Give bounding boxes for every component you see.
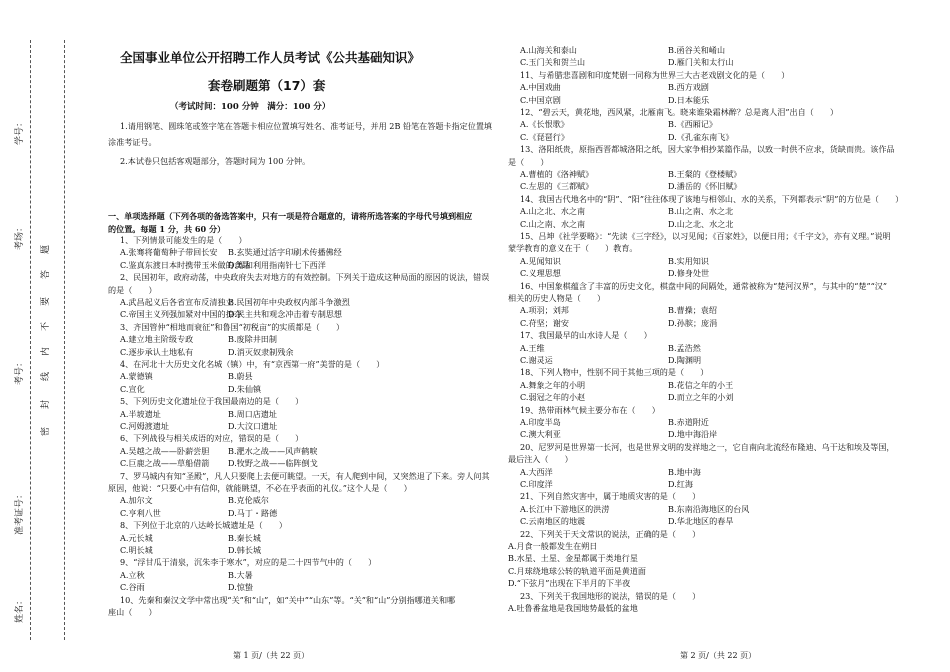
page-title: 全国事业单位公开招聘工作人员考试《公共基础知识》 — [120, 50, 421, 65]
option-right: D.潘岳的《怀旧赋》 — [668, 181, 742, 192]
option-right: D.日本能乐 — [668, 94, 710, 105]
student-id-label: 学号： — [15, 117, 25, 145]
question-line: 最后注入（ ） — [508, 454, 573, 465]
option-left: A.《长恨歌》 — [520, 119, 569, 130]
option-right: D.山之北、水之北 — [668, 218, 734, 229]
option-left: C.谢灵运 — [520, 355, 553, 365]
option-left: A.舞象之年的小明 — [520, 379, 586, 390]
question-line: 20、尼罗河是世界第一长河，也是世界文明的发祥地之一，它自南向北流经布隆迪、乌干达和埃及等国， — [520, 441, 895, 452]
option-right: D.修身处世 — [668, 268, 710, 279]
option-left: C.逐步承认土地私有 — [120, 346, 194, 357]
option-left: C.帝国主义列强加紧对中国的掠夺 — [120, 309, 242, 320]
instruction-line: 2.本试卷只包括客观题部分，答题时间为 100 分钟。 — [120, 156, 311, 166]
option-left: A.山之北、水之南 — [520, 206, 586, 217]
option-left: A.长江中下游地区的洪涝 — [520, 503, 610, 514]
question-line: 原因，他说：“只要心中有信仰，就能眺望，不必在乎表面的礼仪。”这个人是（ ） — [108, 483, 412, 493]
question-line: D.“下弦月”出现在下半月的下半夜 — [508, 578, 631, 589]
option-right: B.民国初年中央政权内部斗争激烈 — [228, 297, 350, 307]
option-left: C.左思的《三都赋》 — [520, 181, 594, 192]
seal-word: 封 — [41, 399, 51, 409]
option-right: D.而立之年的小刘 — [668, 392, 734, 403]
option-right: D.韩长城 — [228, 545, 262, 555]
option-left: A.建立地主阶级专政 — [120, 334, 194, 345]
option-right: D.郑和利用指南针七下西洋 — [228, 259, 326, 270]
option-left: C.澳大利亚 — [520, 429, 561, 440]
question-line: 座山（ ） — [108, 607, 157, 617]
option-right: B.克伦威尔 — [228, 495, 269, 506]
question-line: 是（ ） — [508, 156, 549, 167]
option-right: D.《孔雀东南飞》 — [668, 131, 734, 142]
option-left: A.元长城 — [120, 532, 153, 543]
option-left: A.山海关和泰山 — [520, 45, 577, 55]
option-left: A.半坡遗址 — [120, 408, 161, 419]
question-line: C.月球绕地球公转的轨道平面是黄道面 — [508, 565, 646, 576]
question-line: 7、罗马城内有知“圣殿”，凡人只要爬上去便可眺望。一天，有人爬到中间，又突然退了下来。旁人问其 — [120, 470, 490, 481]
option-left: C.巨鹿之战——草船借箭 — [120, 458, 210, 469]
option-right: B.王粲的《登楼赋》 — [668, 169, 742, 179]
question-line: 17、我国最早的山水诗人是（ ） — [520, 330, 652, 341]
section-heading: 的位置。每题 1 分，共 60 分） — [108, 224, 226, 234]
option-right: B.地中海 — [668, 466, 701, 477]
option-right: B.函谷关和崤山 — [668, 45, 726, 55]
option-right: B.玄奘通过活字印刷术传播佛经 — [228, 247, 342, 258]
question-line: 2、民国初年，政府动荡，中央政府失去对地方的有效控制。下列关于造成这种局面的原因的说法，错误 — [120, 272, 490, 283]
seal-word: 要 — [41, 296, 51, 306]
option-right: D.民主共和观念冲击着专制思想 — [228, 309, 342, 320]
binding-line-inner — [64, 40, 65, 640]
option-right: B.周口店遗址 — [228, 408, 277, 419]
question-line: A.吐鲁番盆地是我国地势最低的盆地 — [508, 603, 638, 613]
option-left: C.宣化 — [120, 383, 145, 394]
option-right: D.大汶口遗址 — [228, 421, 278, 431]
question-line: 21、下列自然灾害中，属于地质灾害的是（ ） — [520, 491, 701, 502]
question-line: 15、吕坤《社学要略》：“先读《三字经》，以习见闻；《百家姓》，以便日用；《千字文》，亦有义理。”说明 — [520, 231, 891, 241]
option-left: C.明长城 — [120, 545, 153, 555]
option-right: D.朱仙镇 — [228, 383, 262, 394]
option-right: B.蔚县 — [228, 371, 253, 382]
option-left: A.项羽；刘邦 — [520, 305, 569, 316]
question-line: 6、下列战役与相关成语的对应，错误的是（ ） — [120, 433, 304, 444]
question-line: 23、下列关于我国地形的说法，错误的是（ ） — [520, 590, 701, 601]
option-left: C.《琵琶行》 — [520, 131, 569, 142]
option-left: A.大西洋 — [520, 466, 553, 477]
option-right: D.牧野之战——临阵倒戈 — [228, 458, 318, 469]
name-label: 姓名： — [15, 595, 25, 623]
option-right: D.惊蛰 — [228, 582, 253, 593]
question-line: 的是（ ） — [108, 284, 157, 295]
question-line: 1、下列情景可能发生的是（ ） — [120, 235, 247, 245]
option-left: A.蒙德镇 — [120, 371, 153, 382]
option-right: B.山之南、水之北 — [668, 206, 734, 217]
question-line: 5、下列历史文化遗址位于我国最南边的是（ ） — [120, 396, 304, 407]
exam-room-label: 考场： — [15, 222, 25, 250]
option-left: A.立秋 — [120, 569, 145, 580]
option-right: B.孟浩然 — [668, 342, 701, 353]
right-page — [480, 0, 950, 672]
page-number-left: 第 1 页/（共 22 页） — [233, 651, 310, 660]
option-right: B.西方戏剧 — [668, 82, 709, 93]
option-right: D.陶渊明 — [668, 355, 702, 365]
option-left: A.曹植的《洛神赋》 — [520, 169, 594, 179]
question-line: 蒙学教育的意义在于（ ）教育。 — [508, 243, 638, 254]
seal-word: 内 — [41, 346, 51, 356]
option-left: C.玉门关和贺兰山 — [520, 57, 586, 68]
option-left: C.苻坚；谢安 — [520, 317, 569, 328]
option-left: C.中国京剧 — [520, 94, 561, 105]
seal-word: 题 — [41, 244, 51, 254]
binding-line-outer — [30, 40, 31, 640]
option-right: B.大暑 — [228, 569, 253, 580]
option-right: B.废除井田制 — [228, 334, 277, 345]
option-right: B.淝水之战——风声鹤唳 — [228, 445, 318, 456]
option-right: B.花信之年的小王 — [668, 379, 734, 390]
option-left: A.吴越之战——卧薪尝胆 — [120, 445, 210, 456]
question-line: 9、“浮甘瓜于清泉，沉朱李于寒水”，对应的是二十四节气中的（ ） — [120, 557, 377, 568]
seat-no-label: 考号： — [15, 357, 25, 385]
option-right: D.红海 — [668, 479, 693, 489]
option-left: C.义理思想 — [520, 268, 561, 279]
option-left: C.山之南、水之南 — [520, 218, 586, 229]
option-right: D.雁门关和太行山 — [668, 57, 734, 68]
option-right: D.消灭奴隶制残余 — [228, 346, 294, 357]
seal-word: 线 — [41, 371, 51, 381]
question-line: 3、齐国管仲“相地而衰征”和鲁国“初税亩”的实质都是（ ） — [120, 321, 345, 332]
option-left: C.印度洋 — [520, 479, 553, 489]
option-left: C.谷雨 — [120, 582, 145, 593]
question-line: A.月食一般都发生在朔日 — [508, 541, 598, 551]
question-line: 10、先秦和秦汉文学中常出现“关”和“山”，如“关中”“山东”等。“关”和“山”分别指哪道关和哪 — [120, 594, 456, 605]
exam-info: （考试时间：100 分钟 满分：100 分） — [170, 102, 331, 112]
option-right: D.马丁・路德 — [228, 507, 278, 518]
question-line: 16、中国象棋蕴含了丰富的历史文化，棋盘中间的间隔处，通常被称为“楚河汉界”，与其中的“楚”“汉” — [520, 280, 887, 291]
question-line: 19、热带雨林气候主要分布在（ ） — [520, 404, 660, 415]
seal-word: 不 — [41, 321, 51, 331]
option-right: B.东南沿海地区的台风 — [668, 503, 750, 514]
option-left: C.河姆渡遗址 — [120, 421, 169, 431]
question-line: 13、洛阳纸贵，原指西晋都城洛阳之纸，因大家争相抄某篇作品，以致一时供不应求，货缺而贵。该作品 — [520, 144, 895, 155]
option-right: B.《西厢记》 — [668, 119, 717, 130]
option-left: A.印度半岛 — [520, 417, 561, 427]
admission-no-label: 准考证号： — [15, 489, 25, 535]
option-left: C.亨利八世 — [120, 507, 161, 518]
option-left: C.云南地区的地震 — [520, 516, 586, 527]
question-line: 4、在河北十大历史文化名城（镇）中，有“京西第一府”美誉的是（ ） — [120, 359, 385, 369]
option-right: B.赤道附近 — [668, 417, 709, 427]
option-right: D.地中海沿岸 — [668, 429, 718, 440]
seal-word: 密 — [41, 426, 51, 436]
question-line: 11、与希腊悲喜剧和印度梵剧一同称为世界三大古老戏剧文化的是（ ） — [520, 69, 790, 80]
question-line: 14、我国古代地名中的“阴”、“阳”往往体现了该地与相邻山、水的关系，下列都表示“阴”的方位是（ ） — [520, 193, 904, 204]
option-left: C.弱冠之年的小赵 — [520, 392, 586, 403]
option-left: A.王维 — [520, 342, 545, 353]
question-line: 22、下列关于天文常识的说法，正确的是（ ） — [520, 528, 701, 539]
option-left: A.张骞将葡萄种子带回长安 — [120, 247, 218, 258]
option-left: C.鉴真东渡日本时携带玉米做的食品 — [120, 259, 250, 270]
question-line: B.水星、土星、金星都属于类地行星 — [508, 553, 638, 564]
question-line: 8、下列位于北京的八达岭长城遗址是（ ） — [120, 520, 288, 531]
question-line: 相关的历史人物是（ ） — [508, 293, 606, 303]
question-line: 18、下列人物中，性别不同于其他三项的是（ ） — [520, 367, 709, 378]
page-number-right: 第 2 页/（共 22 页） — [680, 651, 757, 660]
option-right: D.华北地区的春旱 — [668, 516, 734, 527]
option-left: A.中国戏曲 — [520, 82, 561, 93]
option-right: B.曹操；袁绍 — [668, 305, 717, 316]
option-left: A.加尔文 — [120, 495, 153, 506]
option-right: B.实用知识 — [668, 255, 709, 266]
option-right: B.秦长城 — [228, 532, 261, 543]
option-left: A.武昌起义后各省宣布反清独立 — [120, 297, 234, 307]
instruction-line: 涂准考证号。 — [108, 137, 157, 147]
question-line: 12、“碧云天，黄花地，西风紧，北雁南飞。晓来谁染霜林醉？总是离人泪”出自（ ） — [520, 107, 839, 117]
seal-word: 答 — [41, 269, 51, 279]
instruction-line: 1.请用钢笔、圆珠笔或签字笔在答题卡相应位置填写姓名、准考证号，并用 2B 铅笔在答题卡指定位置填 — [120, 121, 493, 131]
section-heading: 一、单项选择题（下列各项的备选答案中，只有一项是符合题意的，请将所选答案的字母代号填到相应 — [108, 211, 473, 221]
option-left: A.见闻知识 — [520, 255, 561, 266]
page-subtitle: 套卷刷题第（17）套 — [208, 78, 326, 93]
option-right: D.孙膑；庞涓 — [668, 317, 718, 328]
